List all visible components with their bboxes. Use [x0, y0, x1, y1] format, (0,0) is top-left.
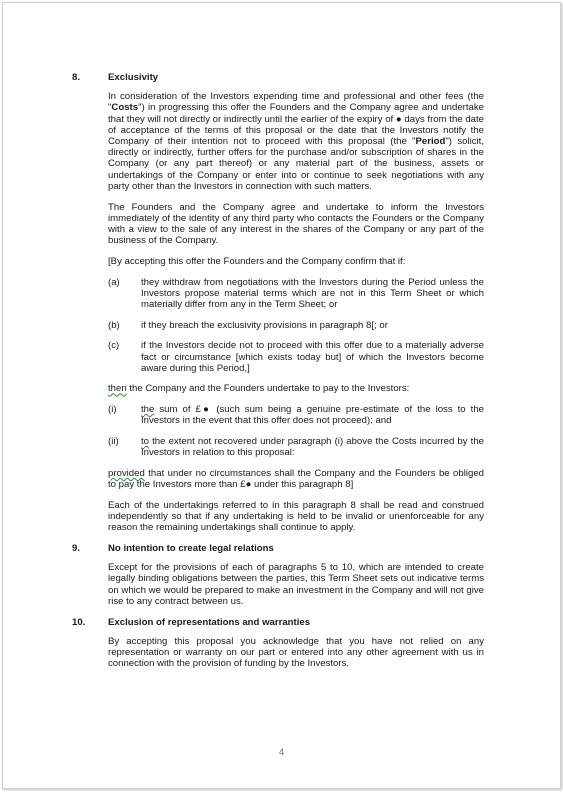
paragraph: Except for the provisions of each of paragraphs 5 to 10, which are intended to create legally binding obligations between the parties, this Term Sheet sets out indicative terms on which we would be prepared to make an investment in the Company and will not give rise to any contract between us. — [108, 562, 484, 607]
list-label: (i) — [108, 404, 117, 416]
page-number: 4 — [278, 747, 284, 757]
defined-term-costs: Costs — [111, 102, 139, 114]
list-label: (a) — [108, 276, 120, 288]
list-text: if they breach the exclusivity provisions in paragraph 8[; or — [141, 319, 388, 331]
text-run: then — [108, 383, 127, 395]
list-item — [108, 277, 484, 311]
list-label: (c) — [108, 340, 120, 352]
text-run: provided — [108, 467, 145, 479]
document-page — [2, 2, 561, 789]
text-run: ") solicit, directly or indirectly, further offers for the purchase and/or subscription of shares in the Company (or any part thereof) or any material part of the business, assets or undertakings of the Company or enter into or continue to seek negotiations with any party other than the Investors in connection with such matters. — [108, 136, 484, 192]
paragraph: The Founders and the Company agree and undertake to inform the Investors immediately of the identity of any third party who contacts the Founders or the Company with a view to the sale of any interest in the shares of the Company or any part of the business of the Company. — [108, 201, 484, 247]
paragraph: [By accepting this offer the Founders and the Company confirm that if: — [108, 255, 406, 267]
text-run: the extent not recovered under paragraph (i) above the Costs incurred by the Investors in relation to this proposal: — [141, 436, 484, 459]
section-number: 10. — [72, 616, 86, 628]
section-heading — [72, 543, 484, 554]
paragraph: By accepting this proposal you acknowledge that you have not relied on any representation or warranty on our part or entered into any other agreement with us in connection with the provision of funding by the Investors. — [108, 635, 484, 670]
section-exclusivity — [72, 72, 484, 534]
section-number: 9. — [72, 543, 81, 554]
list-text: they withdraw from negotiations with the Investors during the Period unless the Investors propose material terms which are not in this Term Sheet or which materially differ from any in the Term Sheet; or — [141, 276, 484, 310]
text-run: sum of £● (such sum being a genuine pre-estimate of the loss to the Investors in the event that this offer does not proceed); and — [141, 404, 484, 427]
section-heading — [72, 617, 484, 628]
section-no-legal-relations — [72, 543, 484, 607]
paragraph: Each of the undertakings referred to in this paragraph 8 shall be read and construed independently so that if any undertaking is held to be invalid or unenforceable for any reason the remaining undertakings shall continue to apply. — [108, 499, 484, 534]
defined-term-period: Period — [415, 136, 446, 148]
list-item — [108, 436, 484, 458]
paragraph — [108, 91, 484, 192]
paragraph — [108, 383, 484, 394]
text-run: In consideration of the Investors expending time and professional and other fees (the " — [108, 91, 484, 114]
paragraph — [108, 468, 484, 490]
list-text — [141, 404, 484, 426]
section-heading — [72, 72, 484, 83]
text-run: that under no circumstances shall the Company and the Founders be obliged to pay the Investors more than £● under this paragraph 8] — [108, 467, 484, 491]
list-item — [108, 340, 484, 374]
text-run: the — [141, 404, 155, 416]
page-content — [72, 72, 484, 679]
section-title: Exclusion of representations and warranties — [108, 616, 311, 628]
list-item — [108, 404, 484, 426]
section-title: Exclusivity — [108, 72, 159, 83]
list-label: (ii) — [108, 436, 119, 448]
section-exclusion-representations — [72, 617, 484, 670]
list-item — [108, 320, 484, 331]
list-text: if the Investors decide not to proceed with this offer due to a materially adverse fact or circumstance [which exists today but] of which the Investors become aware during this Period,] — [141, 340, 484, 374]
text-run: to — [141, 436, 150, 448]
list-label: (b) — [108, 319, 120, 331]
list-text — [141, 436, 484, 458]
section-title: No intention to create legal relations — [108, 543, 274, 554]
text-run: the Company and the Founders undertake to pay to the Investors: — [126, 383, 410, 395]
text-run: ") in progressing this offer the Founders and the Company agree and undertake that they will not directly or indirectly until the earlier of the expiry of ● days from the date of acceptance of the terms of this proposal or the date that the Investors notify the Company of their intention not to proceed with this proposal (the " — [108, 102, 484, 148]
section-number: 8. — [72, 72, 81, 83]
